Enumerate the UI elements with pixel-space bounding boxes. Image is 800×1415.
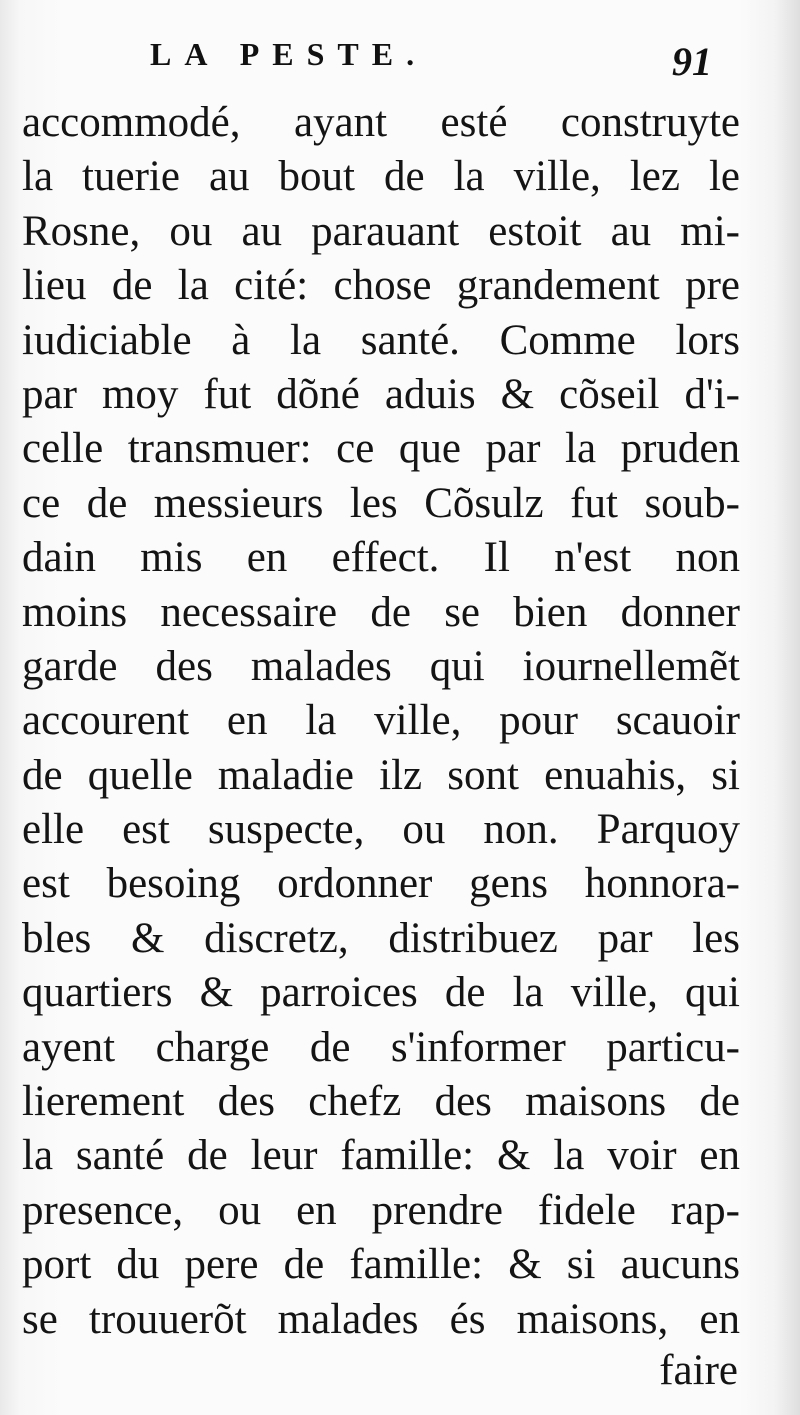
text-line: lierement des chefz des maisons de [22, 1078, 740, 1126]
text-line: moins necessaire de se bien donner [22, 588, 740, 636]
text-line: la santé de leur famille: & la voir en [22, 1132, 740, 1180]
body-text [22, 96, 740, 1347]
page-number: 91 [672, 39, 712, 84]
text-line: est besoing ordonner gens honnora- [22, 860, 740, 908]
text-line: bles & discretz, distribuez par les [22, 914, 740, 962]
catchword: faire [659, 1347, 738, 1394]
text-line: accommodé, ayant esté construyte [22, 99, 740, 146]
text-line: celle transmuer: ce que par la pruden [22, 425, 740, 473]
text-line: ayent charge de s'informer particu- [22, 1023, 740, 1071]
text-line: dain mis en effect. Il n'est non [22, 534, 740, 582]
running-title: LA PESTE. [150, 36, 428, 72]
text-line: garde des malades qui iournellemẽt [22, 642, 740, 690]
text-line: par moy fut dõné aduis & cõseil d'i- [22, 370, 740, 418]
text-line: presence, ou en prendre fidele rap- [22, 1186, 740, 1234]
text-line: lieu de la cité: chose grandement pre [22, 262, 740, 310]
text-line: se trouuerõt malades és maisons, en [22, 1295, 740, 1343]
text-line: quartiers & parroices de la ville, qui [22, 969, 740, 1017]
text-line: elle est suspecte, ou non. Parquoy [22, 806, 740, 854]
text-line: iudiciable à la santé. Comme lors [22, 316, 740, 364]
text-line: ce de messieurs les Cõsulz fut soub- [22, 479, 740, 527]
text-line: port du pere de famille: & si aucuns [22, 1241, 740, 1289]
text-line: accourent en la ville, pour scauoir [22, 697, 740, 745]
text-line: de quelle maladie ilz sont enuahis, si [22, 751, 740, 799]
text-line: Rosne, ou au parauant estoit au mi- [22, 207, 740, 255]
text-line: la tuerie au bout de la ville, lez le [22, 153, 740, 201]
